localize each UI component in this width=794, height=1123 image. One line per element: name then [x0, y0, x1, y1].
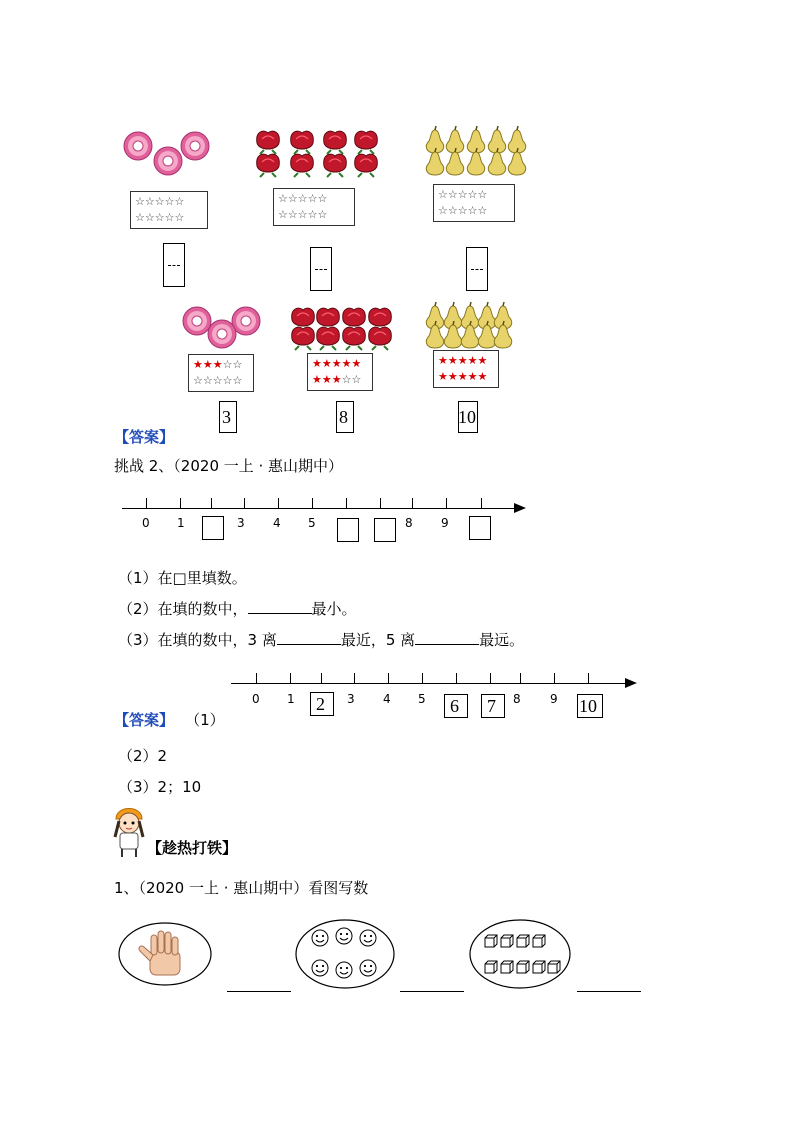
answer-box-flowers-empty[interactable]	[163, 243, 185, 287]
answer-box-flowers	[219, 401, 237, 433]
roses-top	[257, 131, 378, 177]
answer-digit: 10	[579, 696, 597, 716]
answer-box-pears	[458, 401, 478, 433]
answer-label-1: 【答案】	[114, 428, 175, 446]
question-2: （2）在填的数中， 最小。	[118, 600, 357, 618]
answer-box-roses-empty[interactable]	[310, 247, 332, 291]
tick-label: 0	[252, 692, 260, 706]
tick-label: 4	[383, 692, 391, 706]
answer-flowers: 3	[222, 407, 231, 427]
star-box-pears-answer: ★★★★★ ★★★★★	[433, 350, 499, 388]
answer-box-roses	[336, 401, 354, 433]
write-line-3[interactable]	[577, 991, 641, 992]
q2-blank[interactable]	[248, 599, 312, 614]
answer-q1: （1）	[185, 711, 225, 729]
star-box-flowers-answer: ★★★☆☆ ☆☆☆☆☆	[188, 354, 254, 392]
question-1: （1）在□里填数。	[118, 569, 247, 587]
flowers-top	[124, 132, 209, 175]
picture-star-exercise	[0, 0, 794, 440]
answer-digit: 2	[316, 694, 325, 714]
answer-pears: 10	[458, 407, 476, 427]
answer-box	[577, 694, 603, 718]
write-line-1[interactable]	[227, 991, 291, 992]
roses-bottom	[292, 308, 392, 350]
answer-digit: 6	[450, 696, 459, 716]
tick-label: 8	[405, 516, 413, 530]
q3-blank-1[interactable]	[277, 630, 341, 645]
tick-label: 5	[418, 692, 426, 706]
answer-q3: （3）2；10	[118, 778, 202, 796]
star-box-roses-answer: ★★★★★ ★★★☆☆	[307, 353, 373, 391]
tick-label: 8	[513, 692, 521, 706]
tick-label: 3	[237, 516, 245, 530]
answer-box	[310, 692, 334, 716]
answer-label-2: 【答案】	[114, 711, 175, 729]
question-3: （3）在填的数中，3 离 最近，5 离 最远。	[118, 631, 525, 649]
answer-box-pears-empty[interactable]	[466, 247, 488, 291]
flowers-bottom	[183, 307, 260, 348]
tick-label: 1	[177, 516, 185, 530]
answer-row-2	[114, 709, 225, 730]
cartoon-girl-icon	[110, 801, 148, 859]
pears-top	[426, 126, 525, 175]
challenge2-title: 挑战 2、（2020 一上 · 惠山期中）	[114, 457, 344, 475]
answer-digit: 7	[487, 696, 496, 716]
hand-picture	[117, 921, 213, 987]
blank-box-4[interactable]	[469, 516, 491, 540]
pears-bottom	[426, 302, 511, 348]
blank-box-1[interactable]	[202, 516, 224, 540]
answer-q2: （2）2	[118, 747, 168, 765]
tick-label: 9	[441, 516, 449, 530]
q3-blank-2[interactable]	[415, 630, 479, 645]
section-question-1: 1、（2020 一上 · 惠山期中）看图写数	[114, 879, 369, 897]
star-box-roses-top: ☆☆☆☆☆ ☆☆☆☆☆	[273, 188, 355, 226]
answer-box	[481, 694, 505, 718]
tick-label: 0	[142, 516, 150, 530]
tick-label: 4	[273, 516, 281, 530]
cube-picture	[468, 918, 572, 990]
tick-label: 5	[308, 516, 316, 530]
answer-roses: 8	[339, 407, 348, 427]
blank-box-3[interactable]	[374, 518, 396, 542]
smiley-picture	[294, 918, 396, 990]
write-line-2[interactable]	[400, 991, 464, 992]
tick-label: 1	[287, 692, 295, 706]
tick-label: 9	[550, 692, 558, 706]
star-box-pears-top: ☆☆☆☆☆ ☆☆☆☆☆	[433, 184, 515, 222]
blank-box-2[interactable]	[337, 518, 359, 542]
section-title: 【趁热打铁】	[147, 839, 238, 857]
star-box-flowers-top: ☆☆☆☆☆ ☆☆☆☆☆	[130, 191, 208, 229]
answer-box	[444, 694, 468, 718]
tick-label: 3	[347, 692, 355, 706]
